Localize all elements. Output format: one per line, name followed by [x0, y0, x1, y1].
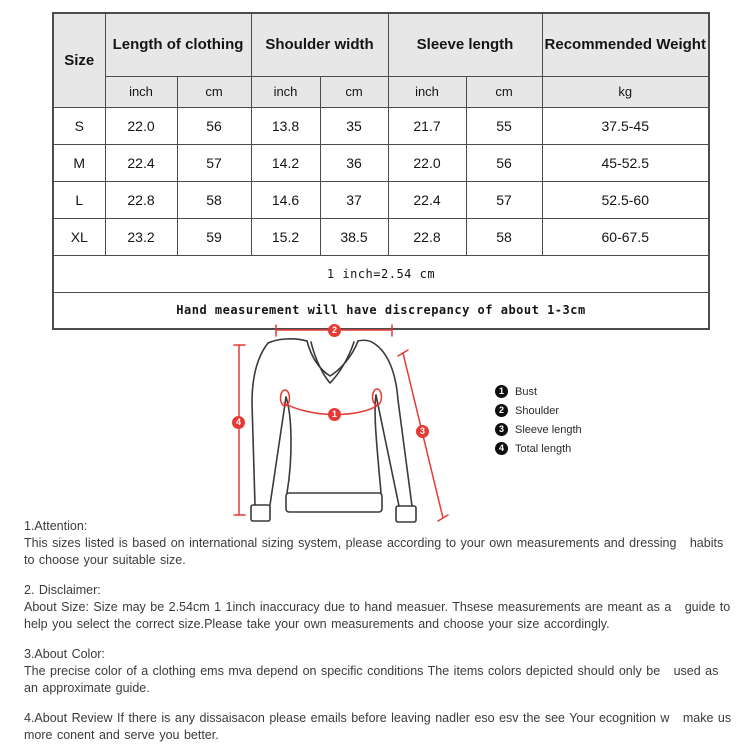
- cell-value: 59: [177, 218, 251, 255]
- sweater-hem-band: [286, 493, 382, 512]
- cell-value: 22.4: [388, 181, 466, 218]
- cell-value: 21.7: [388, 107, 466, 144]
- legend-label-total-length: Total length: [515, 442, 572, 455]
- sweater-neck-inner: [311, 342, 354, 383]
- unit-cm: cm: [466, 76, 542, 107]
- cell-value: 37.5-45: [542, 107, 709, 144]
- cell-value: 56: [177, 107, 251, 144]
- note-row-inch-conversion: [53, 255, 709, 292]
- cell-value: 23.2: [105, 218, 177, 255]
- sweater-body-left-edge: [286, 397, 291, 493]
- legend-label-shoulder: Shoulder: [515, 404, 560, 417]
- cell-value: 60-67.5: [542, 218, 709, 255]
- section-about-color-body: The precise color of a clothing ems mva depend on specific conditions The items colors depicted should only be used as an approximate guide.: [24, 664, 723, 695]
- section-attention-heading: 1.Attention:: [24, 519, 88, 533]
- sweater-right-sleeve-inner: [376, 395, 399, 506]
- cell-value: 56: [466, 144, 542, 181]
- header-shoulder-width: Shoulder width: [251, 13, 388, 76]
- measure-line-total-length: [234, 345, 245, 515]
- legend-item-shoulder: [495, 401, 582, 420]
- sweater-left-sleeve-inner: [270, 397, 286, 505]
- table-header-row: [53, 13, 709, 76]
- cell-value: 36: [320, 144, 388, 181]
- legend-dot-3: 3: [495, 423, 508, 436]
- sweater-body-right-edge: [375, 395, 381, 493]
- cell-value: 22.4: [105, 144, 177, 181]
- legend-label-sleeve-length: Sleeve length: [515, 423, 582, 436]
- cell-value: 15.2: [251, 218, 320, 255]
- header-sleeve-length: Sleeve length: [388, 13, 542, 76]
- legend-dot-4: 4: [495, 442, 508, 455]
- cell-value: 14.6: [251, 181, 320, 218]
- header-recommended-weight: Recommended Weight: [542, 13, 709, 76]
- section-about-review-body: 4.About Review If there is any dissaisacon please emails before leaving nadler eso esv the see Your ecognition w make us more conent and serve you better.: [24, 711, 736, 742]
- cell-value: 38.5: [320, 218, 388, 255]
- cell-size: S: [53, 107, 105, 144]
- section-about-color: [24, 646, 736, 697]
- marker-badge-shoulder: 2: [328, 324, 341, 337]
- note-hand-measurement: Hand measurement will have discrepancy of about 1-3cm: [53, 292, 709, 329]
- sweater-diagram: [220, 315, 480, 525]
- table-units-row: [53, 76, 709, 107]
- marker-badge-total-length: 4: [232, 416, 245, 429]
- unit-inch: inch: [105, 76, 177, 107]
- legend-item-sleeve-length: [495, 420, 582, 439]
- legend-label-bust: Bust: [515, 385, 538, 398]
- legend-item-bust: [495, 382, 582, 401]
- header-size: Size: [53, 13, 105, 107]
- section-disclaimer-body: About Size: Size may be 2.54cm 1 1inch inaccuracy due to hand measuer. Thsese measurements are meant as a guide to help you select the correct size.Please take your own measurements and choose your size accordingly.: [24, 600, 735, 631]
- unit-kg: kg: [542, 76, 709, 107]
- cell-value: 57: [177, 144, 251, 181]
- cell-value: 35: [320, 107, 388, 144]
- legend-dot-1: 1: [495, 385, 508, 398]
- sweater-left-sleeve-outer: [252, 339, 307, 505]
- marker-badge-bust: 1: [328, 408, 341, 421]
- cell-value: 22.8: [105, 181, 177, 218]
- sweater-right-sleeve-outer: [358, 340, 412, 506]
- cell-value: 22.8: [388, 218, 466, 255]
- cell-value: 55: [466, 107, 542, 144]
- cell-value: 13.8: [251, 107, 320, 144]
- info-sections: [24, 518, 736, 750]
- cell-value: 45-52.5: [542, 144, 709, 181]
- table-row-xl: [53, 218, 709, 255]
- header-length-of-clothing: Length of clothing: [105, 13, 251, 76]
- section-disclaimer-heading: 2. Disclaimer:: [24, 583, 101, 597]
- note-inch-conversion: 1 inch=2.54 cm: [53, 255, 709, 292]
- sweater-outline: [251, 339, 416, 522]
- cell-value: 37: [320, 181, 388, 218]
- cell-value: 22.0: [105, 107, 177, 144]
- unit-cm: cm: [320, 76, 388, 107]
- unit-inch: inch: [388, 76, 466, 107]
- cell-value: 52.5-60: [542, 181, 709, 218]
- cell-size: XL: [53, 218, 105, 255]
- cell-value: 14.2: [251, 144, 320, 181]
- legend-dot-2: 2: [495, 404, 508, 417]
- section-attention-body: This sizes listed is based on international sizing system, please according to your own measurements and dressing habits to choose your suitable size.: [24, 536, 728, 567]
- unit-inch: inch: [251, 76, 320, 107]
- section-about-color-heading: 3.About Color:: [24, 647, 105, 661]
- cell-value: 57: [466, 181, 542, 218]
- marker-badge-sleeve-length: 3: [416, 425, 429, 438]
- table-row-l: [53, 181, 709, 218]
- section-attention: [24, 518, 736, 569]
- cell-size: M: [53, 144, 105, 181]
- section-about-review: [24, 710, 736, 744]
- table-row-s: [53, 107, 709, 144]
- cell-size: L: [53, 181, 105, 218]
- cell-value: 22.0: [388, 144, 466, 181]
- table-row-m: [53, 144, 709, 181]
- size-table: [52, 12, 710, 330]
- measurement-lines: [234, 325, 448, 521]
- sweater-neck-outer: [307, 341, 358, 376]
- section-disclaimer: [24, 582, 736, 633]
- cell-value: 58: [177, 181, 251, 218]
- unit-cm: cm: [177, 76, 251, 107]
- legend-item-total-length: [495, 439, 582, 458]
- measurement-legend: [495, 382, 582, 458]
- cell-value: 58: [466, 218, 542, 255]
